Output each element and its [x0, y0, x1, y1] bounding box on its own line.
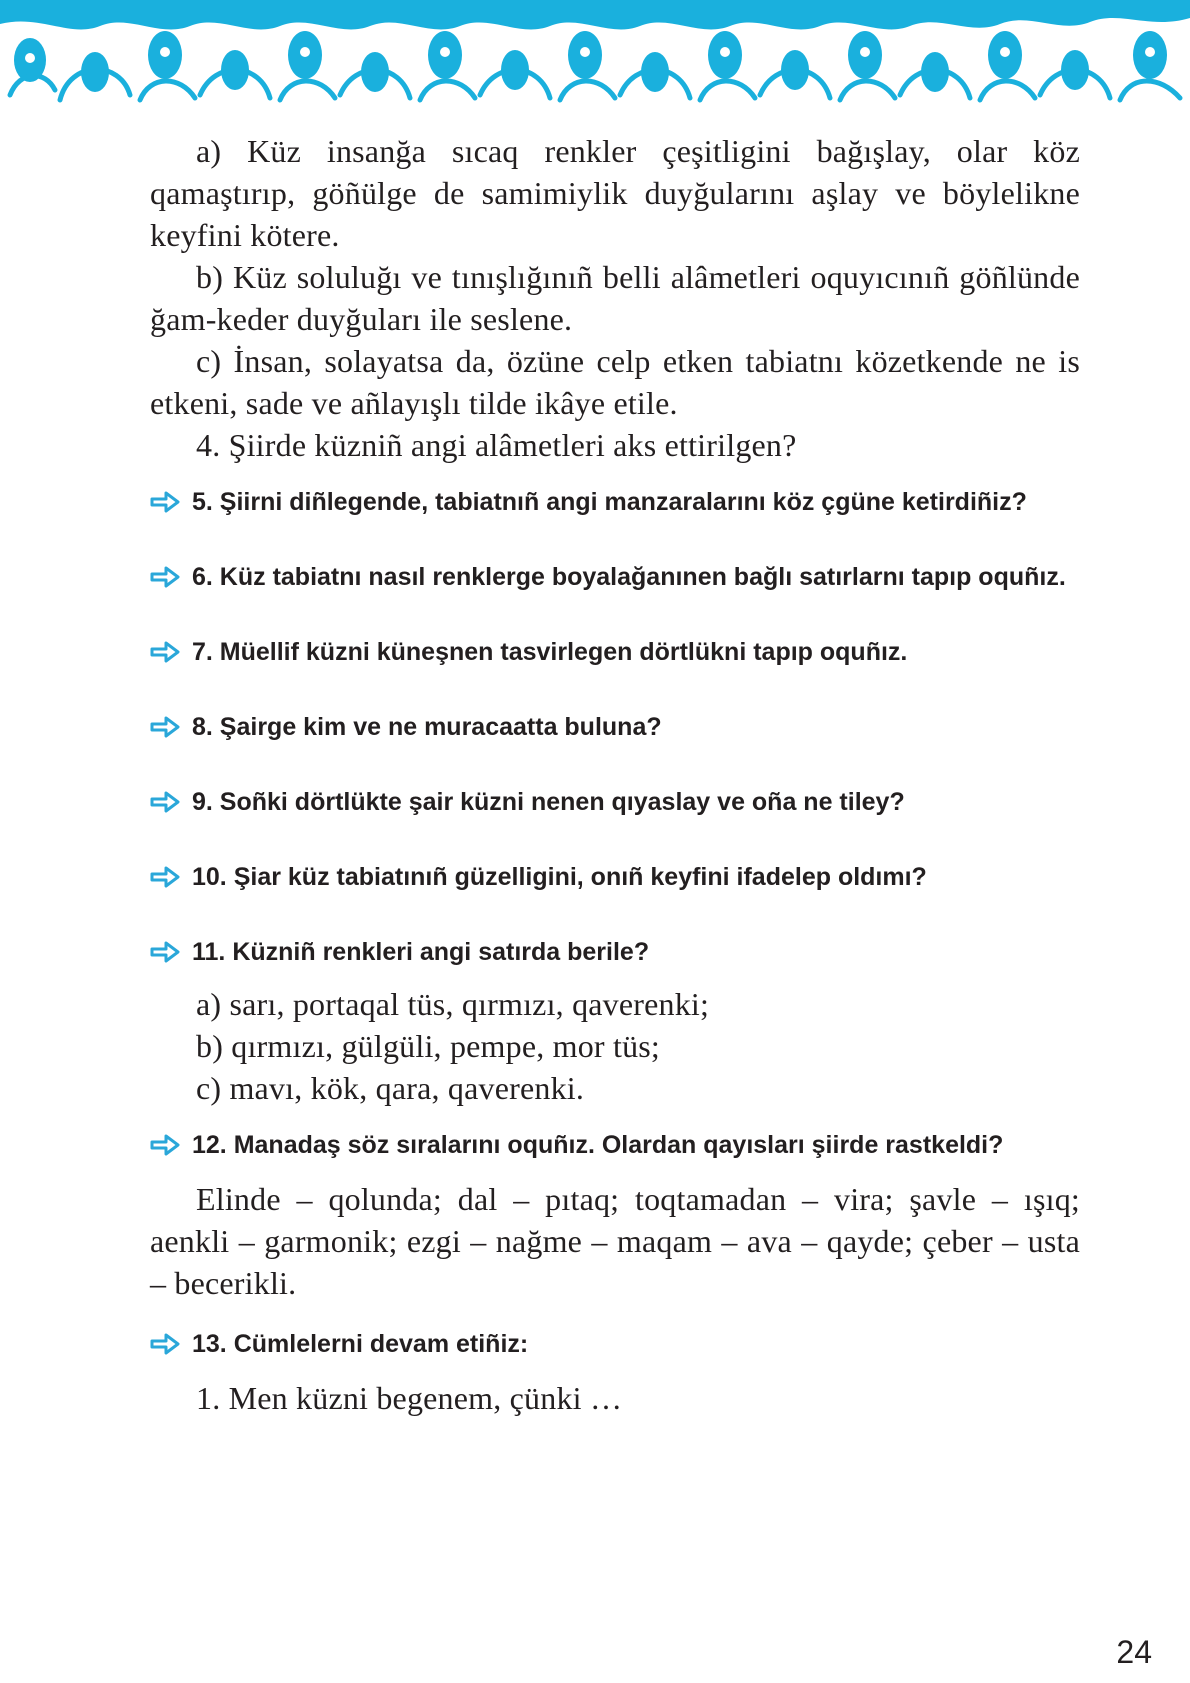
q11-option-c: c) mavı, kök, qara, qaverenki.	[196, 1070, 585, 1106]
answer-option-a: a) Küz insanğa sıcaq renkler çeşitligini bağışlay, olar köz qamaştırıp, göñülge de samimiylik duyğularını aşlay ve böylelikne keyfini kötere.	[150, 133, 1080, 253]
arrow-right-icon	[150, 791, 180, 813]
arrow-right-icon	[150, 1134, 180, 1156]
question-10-text: 10. Şiar küz tabiatınıñ güzelligini, onıñ keyfini ifadelep oldımı?	[192, 863, 927, 891]
question-10	[150, 859, 1080, 896]
question-4: 4. Şiirde küzniñ angi alâmetleri aks ettirilgen?	[196, 427, 797, 463]
q11-option-a: a) sarı, portaqal tüs, qırmızı, qaverenki;	[196, 986, 710, 1022]
question-11-options	[150, 983, 1080, 1109]
answer-option-b: b) Küz soluluğı ve tınışlığınıñ belli alâmetleri oquyıcınıñ göñlünde ğam-keder duyğuları ile seslene.	[150, 259, 1080, 337]
question-5-text: 5. Şiirni diñlegende, tabiatnıñ angi manzaralarını köz çgüne ketirdiñiz?	[192, 488, 1027, 516]
question-9-text: 9. Soñki dörtlükte şair küzni nenen qıyaslay ve oña ne tiley?	[192, 788, 905, 816]
question-13-text: 13. Cümlelerni devam etiñiz:	[192, 1330, 529, 1358]
synonym-list: Elinde – qolunda; dal – pıtaq; toqtamadan – vira; şavle – ışıq; aenkli – garmonik; ezgi – nağme – maqam – ava – qayde; çeber – usta – becerikli.	[150, 1181, 1080, 1301]
page-number: 24	[1116, 1634, 1152, 1670]
question-6-text: 6. Küz tabiatnı nasıl renklerge boyalağanınen bağlı satırlarnı tapıp oquñız.	[192, 563, 1066, 591]
sentence-completion-item: 1. Men küzni begenem, çünki …	[196, 1380, 623, 1416]
arrow-right-icon	[150, 641, 180, 663]
question-8-text: 8. Şairge kim ve ne muracaatta buluna?	[192, 713, 662, 741]
question-6	[150, 559, 1080, 596]
page-content	[150, 130, 1080, 1419]
question-7-text: 7. Müellif küzni küneşnen tasvirlegen dörtlükni tapıp oquñız.	[192, 638, 908, 666]
arrow-right-icon	[150, 1333, 180, 1355]
question-9	[150, 784, 1080, 821]
arrow-right-icon	[150, 866, 180, 888]
arrow-right-icon	[150, 566, 180, 588]
question-12-text: 12. Manadaş söz sıralarını oquñız. Olardan qayısları şiirde rastkeldi?	[192, 1131, 1004, 1159]
question-13	[150, 1326, 1080, 1363]
question-11-text: 11. Küzniñ renkleri angi satırda berile?	[192, 938, 650, 966]
arrow-right-icon	[150, 941, 180, 963]
question-12	[150, 1127, 1080, 1164]
answer-option-c: c) İnsan, solayatsa da, özüne celp etken tabiatnı közetkende ne is etkeni, sade ve añlayışlı tilde ikâye etile.	[150, 343, 1080, 421]
arrow-right-icon	[150, 716, 180, 738]
arrow-right-icon	[150, 491, 180, 513]
question-7	[150, 634, 1080, 671]
question-8	[150, 709, 1080, 746]
q11-option-b: b) qırmızı, gülgüli, pempe, mor tüs;	[196, 1028, 661, 1064]
question-11	[150, 934, 1080, 971]
question-5	[150, 484, 1080, 521]
floral-ornament-header	[0, 0, 1190, 110]
